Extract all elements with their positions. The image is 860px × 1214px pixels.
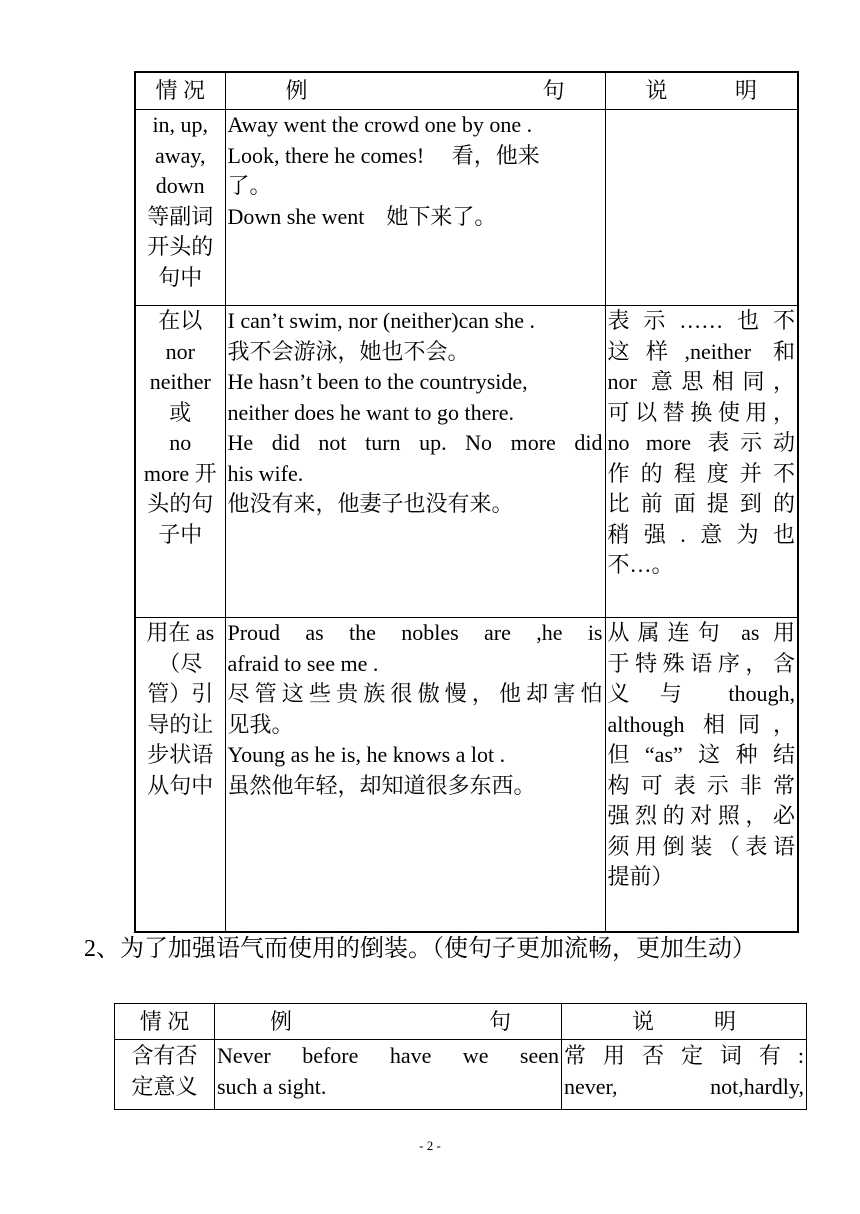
page-number: - 2 - [419, 1138, 441, 1153]
situation-line: 在以 [158, 308, 203, 333]
table-header-row [115, 1004, 807, 1040]
situation-line: 等副词 [147, 203, 214, 229]
note-line: 稍强.意为也 [607, 521, 795, 547]
example-line: Away went the crowd one by one . [227, 112, 533, 137]
header-example: 例 句 [215, 1004, 562, 1040]
example-line: Never before have we seen [217, 1043, 559, 1068]
note-line: nor 意思相同， [607, 369, 795, 394]
situation-line: 用在 as [146, 620, 215, 645]
example-line: 我不会游泳，她也不会。 [227, 338, 470, 364]
situation-line: nor [165, 338, 195, 364]
example-line: 虽然他年轻，却知道很多东西。 [227, 772, 536, 798]
example-line: Young as he is, he knows a lot . [227, 742, 506, 767]
note-line: 但“as”这种结 [607, 742, 795, 767]
situation-cell [135, 110, 225, 306]
situation-cell [115, 1040, 215, 1110]
note-line: 可以替换使用， [607, 399, 795, 425]
note-cell [605, 618, 798, 932]
example-line: neither does he want to go there. [227, 399, 515, 425]
situation-line: （尽 [158, 650, 203, 676]
example-line: Look, there he comes! 看，他来 [227, 142, 540, 168]
note-line: 提前） [607, 864, 674, 889]
note-line: 从属连句 as 用 [607, 620, 795, 645]
situation-cell [135, 306, 225, 618]
example-line: Proud as the nobles are ,he is [227, 620, 603, 645]
section-2-heading: 2、为了加强语气而使用的倒装。（使句子更加流畅，更加生动） [84, 936, 756, 962]
situation-line: neither [149, 369, 211, 394]
example-line: Down she went 她下来了。 [227, 203, 497, 229]
note-cell [562, 1040, 807, 1110]
note-line: 常用否定词有: [564, 1043, 804, 1068]
situation-line: 句中 [158, 264, 203, 290]
note-line: 这样,neither 和 [607, 338, 795, 364]
header-note: 说 明 [562, 1004, 807, 1040]
situation-line: 从句中 [147, 772, 214, 798]
example-line: afraid to see me . [227, 650, 379, 676]
example-line: 见我。 [227, 711, 294, 737]
situation-line: no [169, 430, 192, 455]
note-line: no more 表示动 [607, 430, 795, 455]
note-line: 比前面提到的 [607, 491, 795, 516]
example-line: 他没有来，他妻子也没有来。 [227, 491, 514, 516]
example-line: I can’t swim, nor (neither)can she . [227, 308, 535, 333]
note-line: never, not,hardly, [564, 1074, 804, 1099]
example-line: He did not turn up. No more did [227, 430, 603, 455]
situation-cell [135, 618, 225, 932]
example-line: such a sight. [217, 1074, 327, 1099]
situation-line: 导的让 [147, 711, 214, 737]
note-line: 强烈的对照，必 [607, 803, 795, 828]
situation-line: 管）引 [147, 681, 214, 706]
example-line: 了。 [227, 173, 272, 198]
table-row [135, 618, 798, 932]
note-line: 作的程度并不 [607, 460, 795, 486]
note-line: 表示……也不 [607, 308, 795, 333]
situation-line: 子中 [158, 521, 203, 547]
note-line: 义 与 though, [607, 681, 795, 706]
note-line: 不…。 [607, 552, 674, 577]
table-row [115, 1040, 807, 1110]
situation-line: 或 [169, 399, 192, 425]
note-cell [605, 110, 798, 306]
situation-line: more 开 [143, 460, 217, 486]
note-line: 须用倒装（表语 [607, 833, 795, 859]
header-note: 说 明 [605, 72, 798, 110]
situation-line: away, [155, 142, 206, 168]
note-line: 于特殊语序，含 [607, 650, 795, 676]
table-header-row [135, 72, 798, 110]
example-cell [225, 618, 605, 932]
example-line: his wife. [227, 460, 304, 486]
table-row [135, 110, 798, 306]
header-situation: 情 况 [115, 1004, 215, 1040]
situation-line: 头的句 [147, 491, 214, 516]
example-cell [225, 306, 605, 618]
situation-line: down [155, 173, 205, 198]
example-cell [215, 1040, 562, 1110]
table-inversion-1 [134, 71, 799, 933]
table-inversion-2 [114, 1003, 807, 1110]
situation-line: in, up, [152, 112, 209, 137]
table-row [135, 306, 798, 618]
situation-line: 含有否 [131, 1043, 198, 1068]
note-cell [605, 306, 798, 618]
example-cell [225, 110, 605, 306]
situation-line: 定意义 [131, 1074, 198, 1099]
situation-line: 开头的 [147, 234, 214, 259]
note-line: 构可表示非常 [607, 772, 795, 798]
example-line: He hasn’t been to the countryside, [227, 369, 528, 394]
header-example: 例 句 [225, 72, 605, 110]
header-situation: 情 况 [135, 72, 225, 110]
example-line: 尽管这些贵族很傲慢，他却害怕 [227, 681, 603, 706]
situation-line: 步状语 [147, 742, 214, 767]
note-line: although 相同， [607, 711, 795, 737]
